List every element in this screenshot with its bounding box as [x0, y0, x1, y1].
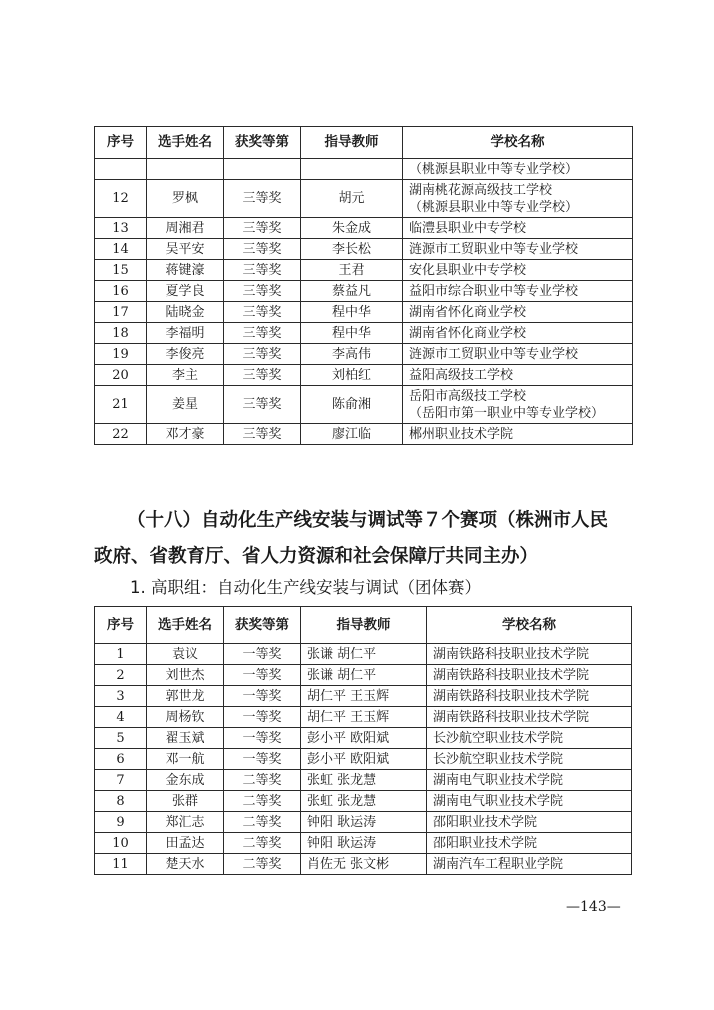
cell-name: 李俊亮: [147, 344, 224, 365]
cell-award: 三等奖: [224, 302, 301, 323]
table-header-row: [95, 607, 632, 644]
cell-school: 长沙航空职业技术学院: [427, 749, 632, 770]
cell-serial: 18: [95, 323, 147, 344]
table-row: [95, 239, 633, 260]
cell-award: 二等奖: [224, 770, 301, 791]
school-name-line-1: 湖南桃花源高级技工学校: [409, 182, 553, 198]
cell-school: 湖南电气职业技术学院: [427, 770, 632, 791]
school-name-line-2: （岳阳市第一职业中等专业学校）: [409, 405, 605, 421]
cell-serial: 19: [95, 344, 147, 365]
table-row: [95, 728, 632, 749]
cell-serial: 10: [95, 833, 147, 854]
table-row: [95, 218, 633, 239]
header-instructor: 指导教师: [301, 607, 427, 644]
table-row: [95, 854, 632, 875]
cell-teacher: 彭小平 欧阳斌: [301, 728, 427, 749]
cell-name: 吴平安: [147, 239, 224, 260]
cell-serial: 22: [95, 424, 147, 445]
cell-award: [224, 159, 301, 180]
table-header-row: [95, 127, 633, 159]
cell-school: 邵阳职业技术学院: [427, 812, 632, 833]
table-row: [95, 323, 633, 344]
header-school-name: 学校名称: [403, 127, 633, 159]
cell-award: 一等奖: [224, 665, 301, 686]
cell-name: 田孟达: [147, 833, 224, 854]
table-row: [95, 386, 633, 424]
cell-name: 郭世龙: [147, 686, 224, 707]
header-instructor: 指导教师: [301, 127, 403, 159]
cell-school: 长沙航空职业技术学院: [427, 728, 632, 749]
cell-serial: 5: [95, 728, 147, 749]
cell-serial: 21: [95, 386, 147, 424]
cell-award: 三等奖: [224, 344, 301, 365]
cell-award: 三等奖: [224, 239, 301, 260]
cell-serial: 16: [95, 281, 147, 302]
table-row: [95, 365, 633, 386]
cell-name: 罗枫: [147, 180, 224, 218]
cell-teacher: 肖佐无 张文彬: [301, 854, 427, 875]
cell-serial: 1: [95, 644, 147, 665]
cell-award: 三等奖: [224, 365, 301, 386]
cell-teacher: 胡元: [301, 180, 403, 218]
cell-teacher: 彭小平 欧阳斌: [301, 749, 427, 770]
awards-table-automation: [94, 606, 632, 875]
cell-name: 夏学良: [147, 281, 224, 302]
school-name-line-2: （桃源县职业中等专业学校）: [409, 199, 579, 215]
cell-school: [403, 180, 633, 218]
cell-name: 袁议: [147, 644, 224, 665]
cell-award: 二等奖: [224, 791, 301, 812]
cell-award: 三等奖: [224, 386, 301, 424]
section-heading-line-2: 政府、省教育厅、省人力资源和社会保障厅共同主办）: [94, 546, 539, 567]
cell-serial: 6: [95, 749, 147, 770]
header-contestant-name: 选手姓名: [147, 607, 224, 644]
cell-award: 三等奖: [224, 323, 301, 344]
cell-teacher: 胡仁平 王玉辉: [301, 686, 427, 707]
cell-teacher: 王君: [301, 260, 403, 281]
cell-award: 二等奖: [224, 854, 301, 875]
cell-school: 湖南铁路科技职业技术学院: [427, 686, 632, 707]
cell-school: 湖南铁路科技职业技术学院: [427, 644, 632, 665]
cell-serial: 15: [95, 260, 147, 281]
cell-serial: 4: [95, 707, 147, 728]
table-row: [95, 281, 633, 302]
cell-serial: 20: [95, 365, 147, 386]
page-number: —143—: [566, 899, 621, 915]
cell-school: 郴州职业技术学院: [403, 424, 633, 445]
cell-name: 李主: [147, 365, 224, 386]
cell-award: 三等奖: [224, 424, 301, 445]
header-award-level: 获奖等第: [224, 607, 301, 644]
cell-school: [403, 386, 633, 424]
cell-school: 湖南省怀化商业学校: [403, 302, 633, 323]
table-row: [95, 180, 633, 218]
cell-name: 周杨钦: [147, 707, 224, 728]
table-row: [95, 344, 633, 365]
cell-serial: 9: [95, 812, 147, 833]
table-row: [95, 260, 633, 281]
cell-serial: 14: [95, 239, 147, 260]
cell-school: 湖南汽车工程职业学院: [427, 854, 632, 875]
cell-teacher: 廖江临: [301, 424, 403, 445]
cell-teacher: 陈俞湘: [301, 386, 403, 424]
cell-name: 郑汇志: [147, 812, 224, 833]
header-serial: 序号: [95, 607, 147, 644]
cell-serial: 7: [95, 770, 147, 791]
cell-school: 邵阳职业技术学院: [427, 833, 632, 854]
cell-school: （桃源县职业中等专业学校）: [403, 159, 633, 180]
section-subheading: 1. 高职组：自动化生产线安装与调试（团体赛）: [130, 578, 481, 597]
table-row-continuation: [95, 159, 633, 180]
table-row: [95, 812, 632, 833]
cell-teacher: 朱金成: [301, 218, 403, 239]
cell-teacher: 张谦 胡仁平: [301, 644, 427, 665]
header-award-level: 获奖等第: [224, 127, 301, 159]
cell-teacher: [301, 159, 403, 180]
cell-school: 益阳市综合职业中等专业学校: [403, 281, 633, 302]
cell-name: 李福明: [147, 323, 224, 344]
cell-serial: [95, 159, 147, 180]
cell-name: 刘世杰: [147, 665, 224, 686]
cell-school: 涟源市工贸职业中等专业学校: [403, 239, 633, 260]
cell-teacher: 张虹 张龙慧: [301, 770, 427, 791]
cell-school: 湖南省怀化商业学校: [403, 323, 633, 344]
cell-award: 二等奖: [224, 812, 301, 833]
cell-school: 湖南铁路科技职业技术学院: [427, 707, 632, 728]
cell-serial: 12: [95, 180, 147, 218]
cell-school: 湖南铁路科技职业技术学院: [427, 665, 632, 686]
cell-serial: 8: [95, 791, 147, 812]
cell-name: 金东成: [147, 770, 224, 791]
cell-name: 蒋键濠: [147, 260, 224, 281]
cell-name: 张群: [147, 791, 224, 812]
cell-serial: 2: [95, 665, 147, 686]
table-row: [95, 302, 633, 323]
cell-school: 益阳高级技工学校: [403, 365, 633, 386]
cell-teacher: 钟阳 耿运涛: [301, 833, 427, 854]
cell-teacher: 蔡益凡: [301, 281, 403, 302]
cell-name: 姜星: [147, 386, 224, 424]
header-serial: 序号: [95, 127, 147, 159]
cell-teacher: 程中华: [301, 302, 403, 323]
table-row: [95, 424, 633, 445]
cell-school: 安化县职业中专学校: [403, 260, 633, 281]
cell-award: 一等奖: [224, 749, 301, 770]
table-row: [95, 644, 632, 665]
cell-teacher: 程中华: [301, 323, 403, 344]
cell-award: 二等奖: [224, 833, 301, 854]
cell-teacher: 张虹 张龙慧: [301, 791, 427, 812]
table-row: [95, 749, 632, 770]
table-row: [95, 686, 632, 707]
cell-award: 三等奖: [224, 180, 301, 218]
table-row: [95, 791, 632, 812]
table-row: [95, 665, 632, 686]
awards-table-continued: [94, 126, 633, 445]
cell-teacher: 胡仁平 王玉辉: [301, 707, 427, 728]
table-row: [95, 833, 632, 854]
cell-serial: 3: [95, 686, 147, 707]
cell-name: 邓才豪: [147, 424, 224, 445]
cell-award: 三等奖: [224, 281, 301, 302]
cell-teacher: 张谦 胡仁平: [301, 665, 427, 686]
cell-school: 涟源市工贸职业中等专业学校: [403, 344, 633, 365]
cell-name: 周湘君: [147, 218, 224, 239]
cell-name: 邓一航: [147, 749, 224, 770]
cell-award: 一等奖: [224, 728, 301, 749]
cell-teacher: 钟阳 耿运涛: [301, 812, 427, 833]
cell-teacher: 李高伟: [301, 344, 403, 365]
cell-award: 三等奖: [224, 218, 301, 239]
cell-teacher: 刘柏红: [301, 365, 403, 386]
cell-award: 一等奖: [224, 644, 301, 665]
cell-award: 一等奖: [224, 686, 301, 707]
cell-name: 陆晓金: [147, 302, 224, 323]
section-heading-line-1: （十八）自动化生产线安装与调试等７个赛项（株洲市人民: [127, 510, 609, 531]
school-name-line-1: 岳阳市高级技工学校: [409, 388, 527, 404]
cell-serial: 17: [95, 302, 147, 323]
header-contestant-name: 选手姓名: [147, 127, 224, 159]
table-row: [95, 707, 632, 728]
table-row: [95, 770, 632, 791]
cell-teacher: 李长松: [301, 239, 403, 260]
cell-name: 楚天水: [147, 854, 224, 875]
cell-award: 三等奖: [224, 260, 301, 281]
cell-school: 临澧县职业中专学校: [403, 218, 633, 239]
cell-school: 湖南电气职业技术学院: [427, 791, 632, 812]
cell-name: 翟玉斌: [147, 728, 224, 749]
cell-award: 一等奖: [224, 707, 301, 728]
header-school-name: 学校名称: [427, 607, 632, 644]
cell-serial: 13: [95, 218, 147, 239]
cell-name: [147, 159, 224, 180]
cell-serial: 11: [95, 854, 147, 875]
